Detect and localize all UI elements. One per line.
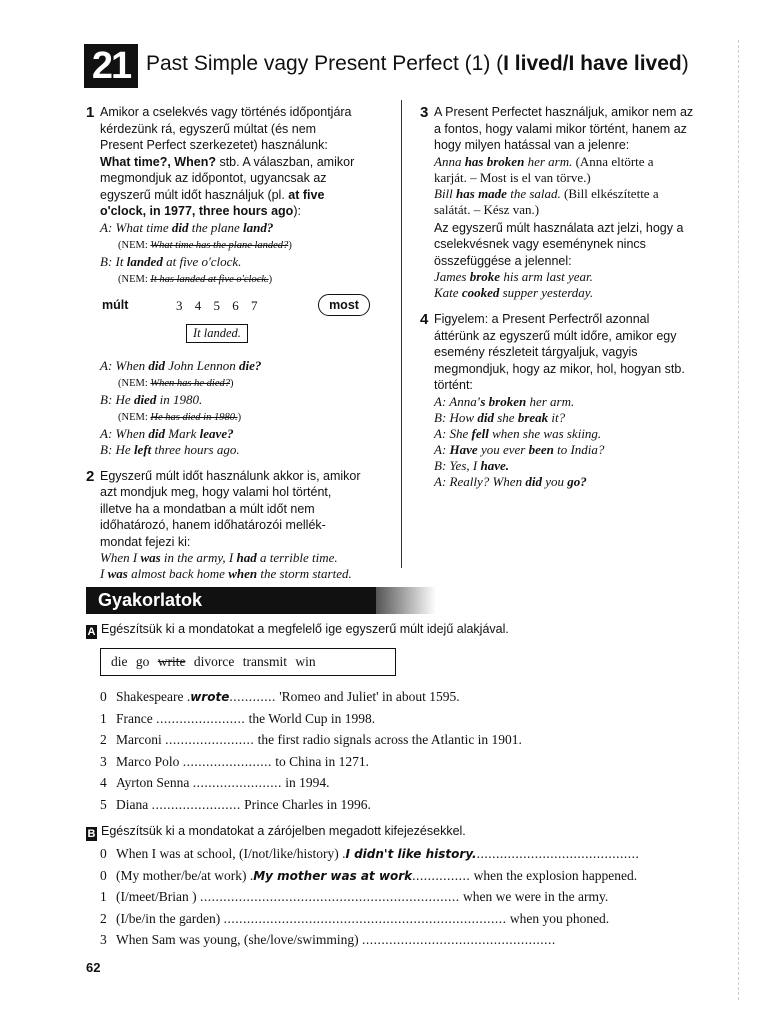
exercise-row: 4 Ayrton Senna ....................... in 1994. — [100, 775, 330, 790]
timeline-diagram — [100, 294, 392, 352]
section-2-text: Egyszerű múlt időt használunk akkor is, amikor azt mondjuk meg, hogy valami hol történt, illetve ha a mondatban a múlt időt nem időhatározó, hanem időhatározói mellék- mondat fejezi ki: — [100, 468, 361, 549]
word-item: divorce — [193, 654, 235, 669]
section-3-examples-b: James broke his arm last year. Kate cooked supper yesterday. — [434, 269, 594, 300]
timeline-past-label: múlt — [102, 297, 129, 312]
timeline-event-box: It landed. — [186, 324, 248, 343]
right-column — [420, 104, 720, 498]
timeline-now-oval: most — [318, 294, 370, 316]
exercises-header-fade — [376, 587, 436, 614]
exercises-header: Gyakorlatok — [86, 587, 388, 614]
example-dialogue-1: A: What time did the plane land? (NEM: What time has the plane landed?) B: It landed at five o'clock. (NEM: It has landed at five o'clock.) — [100, 219, 292, 285]
exercise-row: 3 Marco Polo ....................... to China in 1271. — [100, 753, 369, 769]
answer-field[interactable]: ....................... — [165, 732, 255, 747]
answer-field[interactable]: ....................... — [156, 710, 246, 726]
section-3 — [420, 104, 720, 301]
task-a-rows — [100, 686, 710, 815]
task-b-instruction: B Egészítsük ki a mondatokat a zárójelben megadott kifejezésekkel. — [87, 824, 466, 840]
answer-field[interactable]: ....................... — [182, 753, 272, 769]
exercise-row: 5 Diana ....................... Prince Charles in 1996. — [100, 796, 371, 812]
section-2-examples: When I was in the army, I had a terrible time. I was almost back home when the storm started. — [100, 550, 352, 581]
section-3-text-2: Az egyszerű múlt használata azt jelzi, hogy a cselekvésnek vagy eseménynek nincs összefüggése a jelennel: — [434, 220, 684, 268]
exercise-row: 1 (I/meet/Brian ) ................................................................... when we were in the army. — [100, 889, 609, 904]
word-item: die — [111, 654, 128, 669]
answer-field[interactable]: ......................................................................... — [223, 910, 507, 926]
section-4-dialogue: A: Anna's broken her arm. B: How did she break it? A: She fell when she was skiing. A: Have you ever been to India? B: Yes, I have. A: Really? When did you go? — [434, 393, 605, 489]
exercise-row: 2 Marconi ....................... the first radio signals across the Atlantic in 1901. — [100, 732, 522, 747]
task-letter-icon: A — [87, 626, 96, 638]
scan-edge — [738, 40, 740, 1000]
answer-field[interactable]: ....................... — [192, 775, 282, 790]
answer-field[interactable]: My mother was at work — [253, 868, 413, 883]
section-3-examples-a: Anna has broken her arm. (Anna eltörte a karját. – Most is el van törve.) Bill has made the salad. (Bill elkészítette a salátát. – Kész van.) — [434, 153, 659, 217]
section-number: 4 — [420, 311, 429, 328]
example-dialogue-2: A: When did John Lennon die? (NEM: When has he died?) B: He died in 1980. (NEM: He has died in 1980.) A: When did Mark leave? B: He left three hours ago. — [100, 357, 262, 457]
answer-field[interactable]: I didn't like history. — [345, 847, 477, 861]
word-item-used: write — [157, 654, 186, 669]
section-4 — [420, 311, 720, 490]
section-number: 1 — [86, 104, 95, 121]
answer-field[interactable]: ....................... — [151, 796, 241, 812]
unit-title: Past Simple vagy Present Perfect (1) (I lived/I have lived) — [146, 52, 689, 75]
task-letter-icon: B — [87, 828, 96, 840]
task-a-instruction: A Egészítsük ki a mondatokat a megfelelő ige egyszerű múlt idejű alakjával. — [87, 622, 509, 638]
page-number: 62 — [86, 960, 101, 975]
column-divider — [401, 100, 402, 568]
exercise-row: 1 France ....................... the World Cup in 1998. — [100, 710, 376, 726]
section-2 — [86, 468, 392, 583]
section-number: 3 — [420, 104, 429, 121]
word-item: go — [135, 654, 150, 669]
exercise-row: 3 When Sam was young, (she/love/swimming) .................................................. — [100, 932, 556, 947]
section-number: 2 — [86, 467, 95, 485]
section-1-text: Amikor a cselekvés vagy történés időpontjára kérdezünk rá, egyszerű múltat (és nem Present Perfect szerkezetet) használunk: What time?, When? stb. A válaszban, amikor megmondjuk az időpontot, ugyancsak az egyszerű múlt időt használjuk (pl. at five o'clock, in 1977, three hours ago): — [100, 105, 355, 218]
answer-field[interactable]: wrote — [190, 690, 230, 704]
left-column — [86, 104, 392, 590]
section-3-text: A Present Perfectet használjuk, amikor nem az a fontos, hogy valami mikor történt, hanem az hogy milyen hatással van a jelenre: — [434, 105, 694, 152]
word-item: win — [295, 654, 316, 669]
exercise-row: 0 (My mother/be/at work) .My mother was at work............... when the explosion happened. — [100, 867, 638, 883]
task-b-rows — [100, 843, 710, 951]
answer-field[interactable]: .................................................. — [361, 932, 556, 947]
exercise-row: 0 When I was at school, (I/not/like/history) .I didn't like history........................................... — [100, 846, 640, 861]
word-box — [100, 648, 396, 676]
timeline-hours: 3 4 5 6 7 — [176, 297, 258, 313]
section-1 — [86, 104, 392, 458]
exercise-row: 0 Shakespeare .wrote............ 'Romeo and Juliet' in about 1595. — [100, 689, 460, 704]
section-4-text: Figyelem: a Present Perfectről azonnal áttérünk az egyszerű múlt időre, amikor egy esemény részleteit tárgyaljuk, vagyis megmondjuk, hogy az mikor, hol, hogyan stb. történt: — [434, 312, 685, 392]
exercise-row: 2 (I/be/in the garden) ......................................................................... when you phoned. — [100, 910, 610, 926]
word-item: transmit — [242, 654, 287, 669]
answer-field[interactable]: ................................................................... — [199, 889, 460, 904]
unit-number-badge: 21 — [84, 44, 138, 88]
